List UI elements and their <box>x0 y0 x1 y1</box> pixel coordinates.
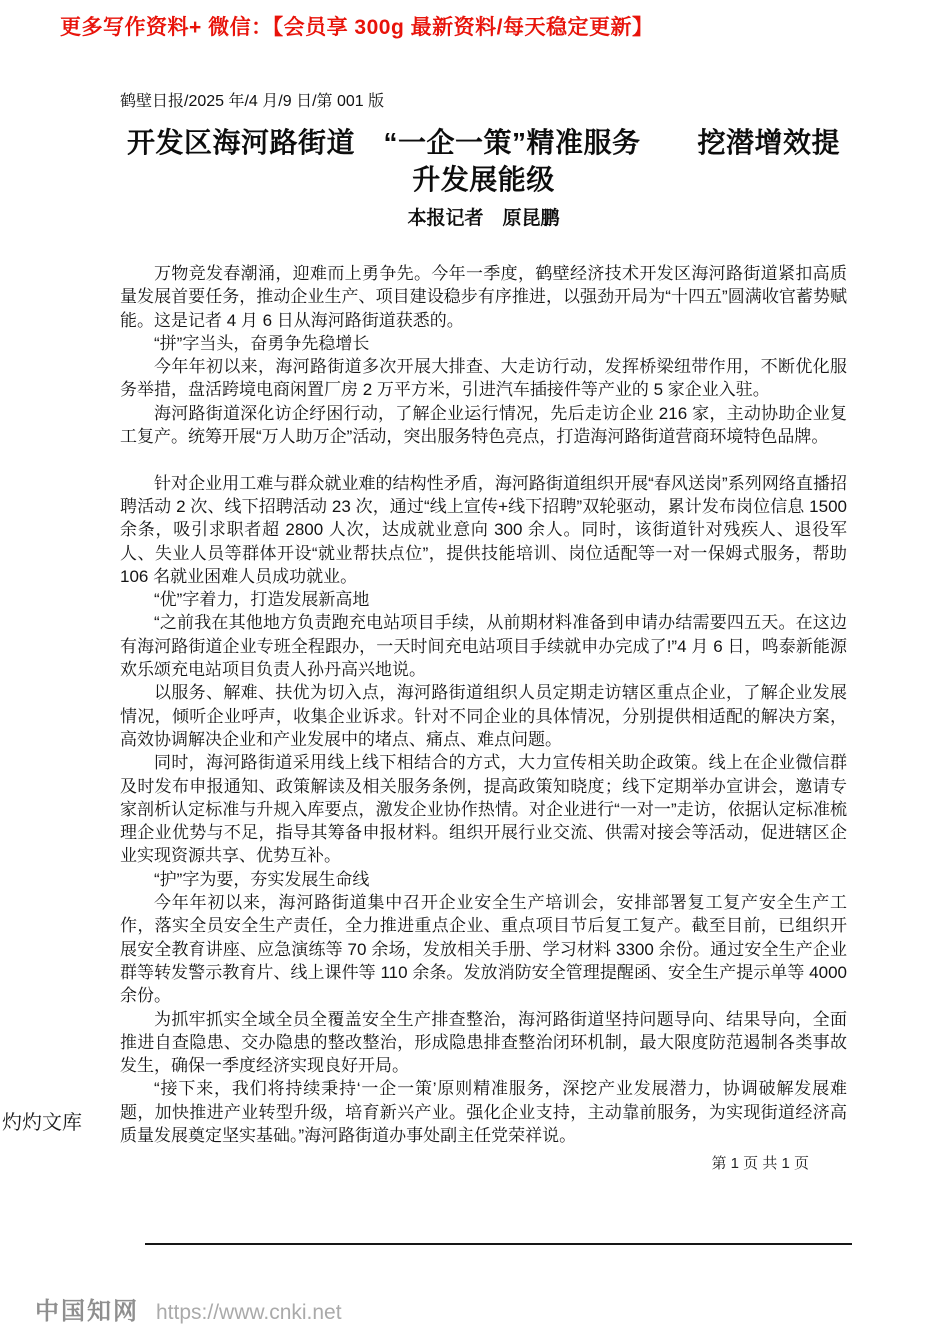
cnki-url: https://www.cnki.net <box>156 1301 342 1324</box>
paragraph: 今年年初以来，海河路街道集中召开企业安全生产培训会，安排部署复工复产安全生产工作，落实全员安全生产责任，全力推进重点企业、重点项目节后复工复产。截至目前，已组织开展安全教育讲座、应急演练等 70 余场，发放相关手册、学习材料 3300 余份。通过安全生产企业群等转发警示教育片、线上课件等 110 余条。发放消防安全管理提醒函、安全生产提示单等 4000 余份。 <box>120 893 847 1006</box>
paragraph: “接下来，我们将持续秉持‘一企一策’原则精准服务，深挖产业发展潜力，协调破解发展难题，加快推进产业转型升级，培育新兴产业。强化企业支持，主动靠前服务，为实现街道经济高质量发展奠定坚实基础。”海河路街道办事处副主任党荣祥说。 <box>120 1079 847 1145</box>
article-container <box>120 88 847 1173</box>
paragraph: 海河路街道深化访企纾困行动，了解企业运行情况，先后走访企业 216 家，主动协助企业复工复产。统筹开展“万人助万企”活动，突出服务特色亮点，打造海河路街道营商环境特色品牌。 <box>120 403 847 447</box>
paragraph: 以服务、解难、扶优为切入点，海河路街道组织人员定期走访辖区重点企业，了解企业发展情况，倾听企业呼声，收集企业诉求。针对不同企业的具体情况，分别提供相适配的解决方案，高效协调解决企业和产业发展中的堵点、痛点、难点问题。 <box>120 683 847 749</box>
section-subhead: “拼”字当头，奋勇争先稳增长 <box>154 333 370 353</box>
article-byline: 本报记者 原昆鹏 <box>407 208 560 229</box>
paragraph: 今年年初以来，海河路街道多次开展大排查、大走访行动，发挥桥梁纽带作用，不断优化服务举措，盘活跨境电商闲置厂房 2 万平方米，引进汽车插接件等产业的 5 家企业入驻。 <box>120 357 847 400</box>
promo-banner-text: 更多写作资料+ 微信：【会员享 300g 最新资料/每天稳定更新】 <box>60 16 654 39</box>
paragraph: “之前我在其他地方负责跑充电站项目手续，从前期材料准备到申请办结需要四五天。在这边有海河路街道企业专班全程跟办，一天时间充电站项目手续就申办完成了!”4 月 6 日，鸣泰新能源欢乐颂充电站项目负责人孙丹高兴地说。 <box>120 613 847 680</box>
section-subhead: “护”字为要，夯实发展生命线 <box>154 869 370 889</box>
paragraph: 同时，海河路街道采用线上线下相结合的方式，大力宣传相关助企政策。线上在企业微信群及时发布申报通知、政策解读及相关服务条例，提高政策知晓度；线下定期举办宣讲会，邀请专家剖析认定标准与升规入库要点，激发企业协作热情。对企业进行“一对一”走访，依据认定标准梳理企业优势与不足，指导其筹备申报材料。组织开展行业交流、供需对接会等活动，促进辖区企业实现资源共享、优势互补。 <box>120 753 847 866</box>
paragraph: 万物竞发春潮涌，迎难而上勇争先。今年一季度，鹤壁经济技术开发区海河路街道紧扣高质量发展首要任务，推动企业生产、项目建设稳步有序推进，以强劲开局为“十四五”圆满收官蓄势赋能。这是记者 4 月 6 日从海河路街道获悉的。 <box>120 264 847 330</box>
cnki-footer <box>35 1291 342 1326</box>
newspaper-source-line: 鹤壁日报/2025 年/4 月/9 日/第 001 版 <box>120 93 385 110</box>
paragraph: 针对企业用工难与群众就业难的结构性矛盾，海河路街道组织开展“春风送岗”系列网络直播招聘活动 2 次、线下招聘活动 23 次，通过“线上宣传+线下招聘”双轮驱动，累计发布岗位信息 1500 余条，吸引求职者超 2800 人次，达成就业意向 300 余人。同时，该街道针对残疾人、退役军人、失业人员等群体开设“就业帮扶点位”，提供技能培训、岗位适配等一对一保姆式服务，帮助 106 名就业困难人员成功就业。 <box>120 473 847 586</box>
paragraph: 为抓牢抓实全域全员全覆盖安全生产排查整治，海河路街道坚持问题导向、结果导向，全面推进自查隐患、交办隐患的整改整治，形成隐患排查整治闭环机制，最大限度防范遏制各类事故发生，确保一季度经济实现良好开局。 <box>120 1009 847 1076</box>
article-body <box>120 262 847 1147</box>
library-watermark: 灼灼文库 <box>2 1112 82 1134</box>
section-subhead: “优”字着力，打造发展新高地 <box>154 590 370 610</box>
paragraph-spacer <box>120 448 847 471</box>
article-title: 开发区海河路街道 “一企一策”精准服务 挖潜增效提升发展能级 <box>126 127 840 195</box>
footer-divider <box>145 1243 852 1245</box>
page-number: 第 1 页 共 1 页 <box>711 1155 809 1173</box>
cnki-logo-text: 中国知网 <box>35 1298 139 1325</box>
